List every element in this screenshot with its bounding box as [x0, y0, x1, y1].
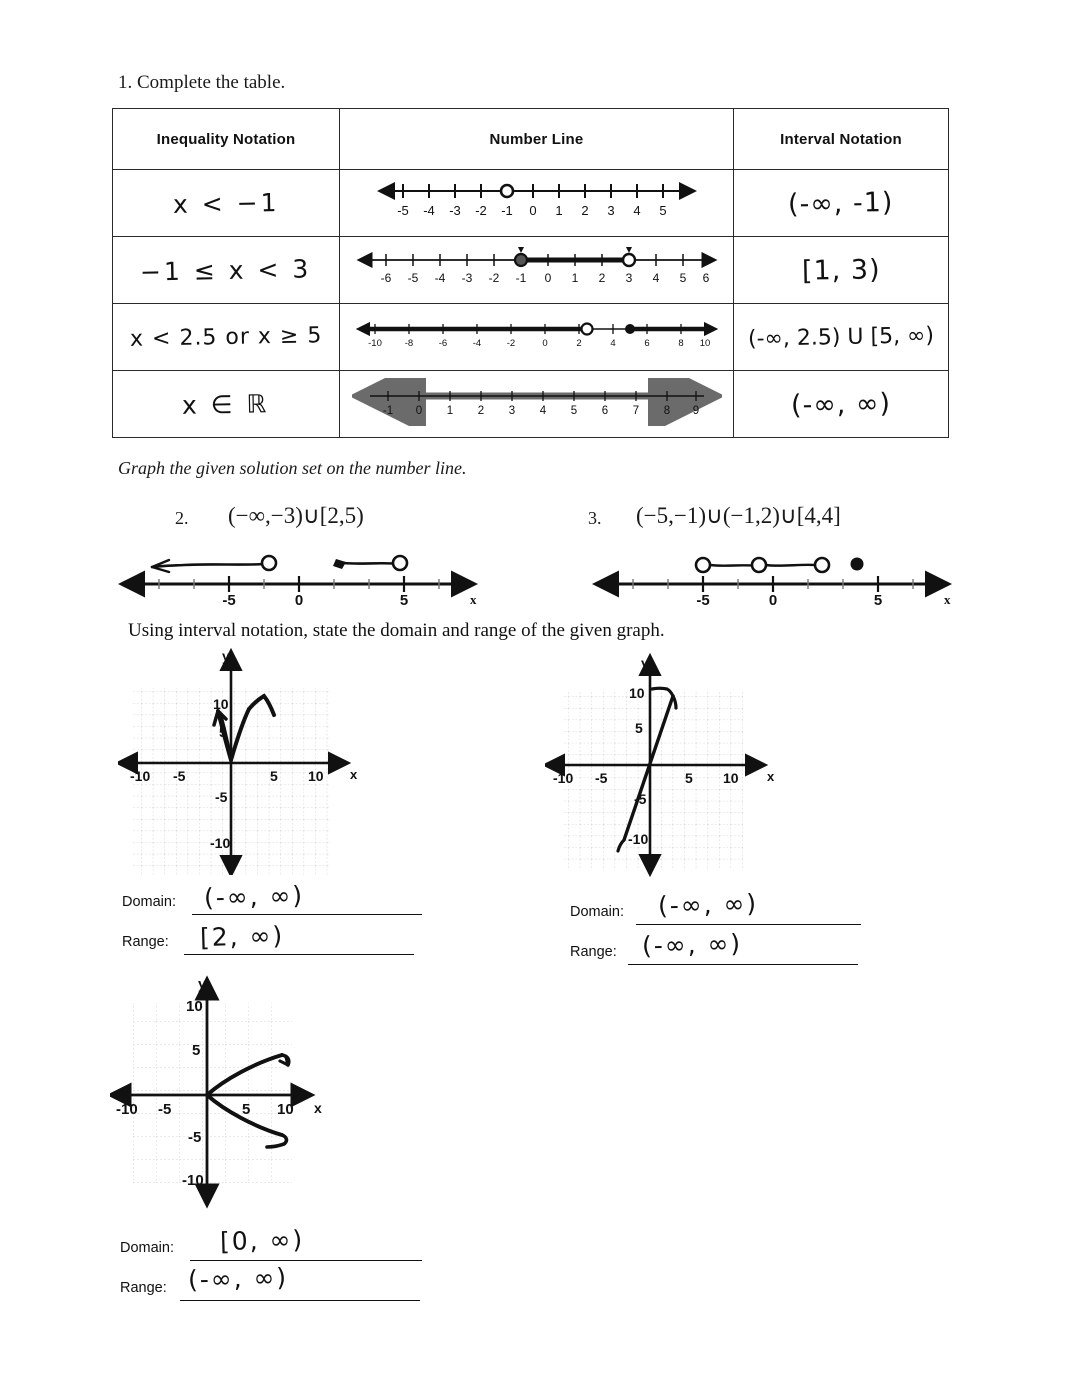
- cell-inequality-4: [113, 371, 340, 438]
- graph-2-xtick--10: -10: [553, 770, 574, 786]
- graph-3-range-row: [120, 1262, 450, 1308]
- problem-3-axis-label: x: [944, 592, 951, 606]
- problem-3-number: 3.: [588, 508, 602, 528]
- svg-text:-3: -3: [461, 270, 472, 285]
- svg-text:4: 4: [539, 404, 546, 417]
- graph-1-domain-label: Domain:: [122, 894, 176, 910]
- graph-3-range-line: [180, 1300, 420, 1301]
- svg-text:-3: -3: [448, 202, 461, 218]
- graph-1-answers: [122, 882, 452, 962]
- svg-text:-5: -5: [696, 592, 710, 606]
- graph-2-domain-answer[interactable]: (-∞, ∞): [657, 888, 759, 921]
- problem-2-axis-label: x: [470, 592, 477, 606]
- svg-text:0: 0: [294, 592, 304, 606]
- cell-numberline-2: [340, 237, 734, 304]
- graph-2-range-answer[interactable]: (-∞, ∞): [641, 928, 743, 961]
- cell-interval-4: [734, 371, 949, 438]
- handwritten-inequality-3: x < 2.5 or x ≥ 5: [129, 322, 323, 352]
- svg-text:-4: -4: [434, 270, 445, 285]
- svg-text:2: 2: [598, 270, 605, 285]
- svg-text:5: 5: [658, 202, 667, 218]
- graph-2-ytick--5: -5: [634, 791, 647, 807]
- svg-text:1: 1: [446, 404, 453, 417]
- svg-text:-5: -5: [407, 270, 418, 285]
- svg-text:-6: -6: [438, 337, 447, 349]
- graph-1-domain-row: [122, 882, 452, 922]
- question-1-heading: 1. Complete the table.: [118, 72, 286, 93]
- svg-text:-10: -10: [367, 337, 382, 349]
- graph-1-range-line: [184, 954, 414, 955]
- cell-inequality-1: [113, 170, 340, 237]
- table-row: [113, 371, 949, 438]
- svg-text:2: 2: [580, 202, 589, 218]
- handwritten-interval-2: [1, 3): [801, 253, 881, 287]
- graph-2-domain-label: Domain:: [570, 904, 624, 920]
- svg-text:4: 4: [632, 202, 641, 218]
- svg-text:2: 2: [575, 337, 582, 349]
- svg-text:-2: -2: [474, 202, 487, 218]
- handwritten-interval-3: (-∞, 2.5) U [5, ∞): [747, 322, 935, 352]
- table-row: [113, 304, 949, 371]
- number-line-4: [352, 378, 722, 426]
- inequality-table: [112, 108, 949, 438]
- graph-3-sideways-parabola: [110, 975, 360, 1210]
- graph-2-y-axis-label: y: [641, 655, 649, 671]
- graph-2-answers: [570, 888, 900, 972]
- graph-2-domain-row: [570, 888, 900, 932]
- svg-text:9: 9: [692, 404, 699, 417]
- graph-1-xtick--5: -5: [173, 768, 186, 784]
- svg-text:3: 3: [625, 270, 632, 285]
- graph-1-xtick-5: 5: [270, 768, 278, 784]
- graph-3-ytick--10: -10: [182, 1172, 204, 1189]
- svg-text:0: 0: [544, 270, 551, 285]
- graph-1-x-axis-label: x: [350, 767, 358, 782]
- graph-1-range-label: Range:: [122, 934, 169, 950]
- table-row: [113, 170, 949, 237]
- svg-text:1: 1: [571, 270, 578, 285]
- graph-2-xtick-10: 10: [723, 770, 739, 786]
- handwritten-interval-4: (-∞, ∞): [790, 387, 892, 421]
- graph-2-xtick--5: -5: [595, 770, 608, 786]
- number-line-1: [367, 173, 707, 229]
- svg-text:-5: -5: [396, 202, 409, 218]
- svg-text:1: 1: [554, 202, 563, 218]
- problem-2-expression: (−∞,−3)∪[2,5): [228, 503, 364, 528]
- table-header-row: [113, 109, 949, 170]
- cell-numberline-4: [340, 371, 734, 438]
- graph-3-xtick-10: 10: [277, 1101, 294, 1118]
- graph-3-x-axis-label: x: [314, 1100, 322, 1116]
- graph-1-ytick-10: 10: [213, 696, 229, 712]
- graph-2-ytick-10: 10: [629, 685, 645, 701]
- svg-text:-1: -1: [500, 202, 513, 218]
- graph-3-ytick--5: -5: [188, 1129, 202, 1146]
- cell-interval-3: [734, 304, 949, 371]
- graph-2-steep-line: [545, 650, 785, 880]
- problem-2-number: 2.: [175, 508, 189, 528]
- svg-text:0: 0: [415, 404, 422, 417]
- svg-text:4: 4: [609, 337, 616, 349]
- svg-text:-2: -2: [506, 337, 515, 349]
- svg-text:0: 0: [541, 337, 548, 349]
- handwritten-inequality-4: x ∈ ℝ: [182, 388, 270, 420]
- cell-numberline-3: [340, 304, 734, 371]
- graph-2-ytick--10: -10: [628, 831, 649, 847]
- graph-2-domain-line: [636, 924, 861, 925]
- problem-3-number-line: [586, 538, 961, 606]
- svg-text:10: 10: [699, 337, 710, 349]
- svg-text:2: 2: [477, 404, 484, 417]
- graph-3-ytick-5: 5: [192, 1042, 201, 1059]
- svg-text:-4: -4: [472, 337, 481, 349]
- svg-text:-6: -6: [380, 270, 391, 285]
- graph-1-ytick--5: -5: [215, 789, 228, 805]
- graph-3-range-answer[interactable]: (-∞, ∞): [187, 1262, 289, 1295]
- graph-1-ytick-5: 5: [219, 724, 227, 740]
- number-line-3: [349, 311, 725, 359]
- svg-text:5: 5: [399, 592, 409, 606]
- problem-2-number-line: [112, 538, 487, 606]
- svg-text:6: 6: [702, 270, 709, 285]
- svg-text:-4: -4: [422, 202, 435, 218]
- graph-3-domain-label: Domain:: [120, 1240, 174, 1256]
- graph-1-domain-line: [192, 914, 422, 915]
- graph-1-y-axis-label: y: [222, 648, 230, 664]
- graph-1-domain-answer[interactable]: (-∞, ∞): [203, 880, 305, 913]
- graph-2-range-line: [628, 964, 858, 965]
- graph-2-ytick-5: 5: [635, 720, 643, 736]
- svg-text:5: 5: [679, 270, 686, 285]
- svg-text:3: 3: [606, 202, 615, 218]
- cell-numberline-1: [340, 170, 734, 237]
- graph-3-domain-answer[interactable]: [0, ∞): [219, 1224, 305, 1257]
- graph-1-xtick-10: 10: [308, 768, 324, 784]
- graph-3-xtick--5: -5: [158, 1101, 172, 1118]
- graph-1-ytick--10: -10: [210, 835, 231, 851]
- svg-text:-1: -1: [515, 270, 526, 285]
- svg-text:6: 6: [643, 337, 650, 349]
- graph-3-range-label: Range:: [120, 1280, 167, 1296]
- header-inequality-notation: Inequality Notation: [113, 109, 340, 170]
- graph-instruction: Graph the given solution set on the number line.: [118, 458, 467, 478]
- cell-interval-2: [734, 237, 949, 304]
- handwritten-inequality-2: −1 ≤ x < 3: [140, 253, 312, 287]
- svg-text:3: 3: [508, 404, 515, 417]
- header-interval-notation: Interval Notation: [734, 109, 949, 170]
- svg-text:0: 0: [768, 592, 778, 606]
- graph-2-range-row: [570, 928, 900, 972]
- cell-interval-1: [734, 170, 949, 237]
- svg-text:8: 8: [663, 404, 670, 417]
- svg-text:4: 4: [652, 270, 659, 285]
- graph-1-xtick--10: -10: [130, 768, 151, 784]
- number-line-2: [348, 242, 726, 294]
- graph-3-answers: [120, 1224, 450, 1308]
- svg-text:8: 8: [677, 337, 684, 349]
- graph-1-range-answer[interactable]: [2, ∞): [199, 920, 285, 953]
- graph-3-xtick-5: 5: [242, 1101, 251, 1118]
- graph-2-xtick-5: 5: [685, 770, 693, 786]
- problem-3-expression: (−5,−1)∪(−1,2)∪[4,4]: [636, 503, 841, 528]
- header-number-line: Number Line: [340, 109, 734, 170]
- graph-3-domain-line: [190, 1260, 422, 1261]
- svg-text:-5: -5: [222, 592, 236, 606]
- svg-text:-8: -8: [404, 337, 413, 349]
- graph-2-range-label: Range:: [570, 944, 617, 960]
- graph-3-y-axis-label: y: [198, 976, 207, 993]
- graph-1-narrow-parabola: [118, 645, 358, 875]
- handwritten-interval-1: (-∞, -1): [788, 186, 894, 220]
- svg-text:-1: -1: [382, 404, 393, 417]
- svg-text:6: 6: [601, 404, 608, 417]
- cell-inequality-3: [113, 304, 340, 371]
- svg-text:5: 5: [570, 404, 577, 417]
- svg-text:-2: -2: [488, 270, 499, 285]
- graph-2-x-axis-label: x: [767, 769, 775, 784]
- svg-text:5: 5: [873, 592, 883, 606]
- cell-inequality-2: [113, 237, 340, 304]
- graph-3-xtick--10: -10: [116, 1101, 138, 1118]
- svg-text:7: 7: [632, 404, 639, 417]
- table-row: [113, 237, 949, 304]
- graph-3-ytick-10: 10: [186, 998, 203, 1015]
- svg-text:0: 0: [528, 202, 537, 218]
- graph-1-range-row: [122, 922, 452, 962]
- handwritten-inequality-1: x < −1: [172, 187, 280, 219]
- domain-range-instruction: Using interval notation, state the domain and range of the given graph.: [128, 620, 665, 641]
